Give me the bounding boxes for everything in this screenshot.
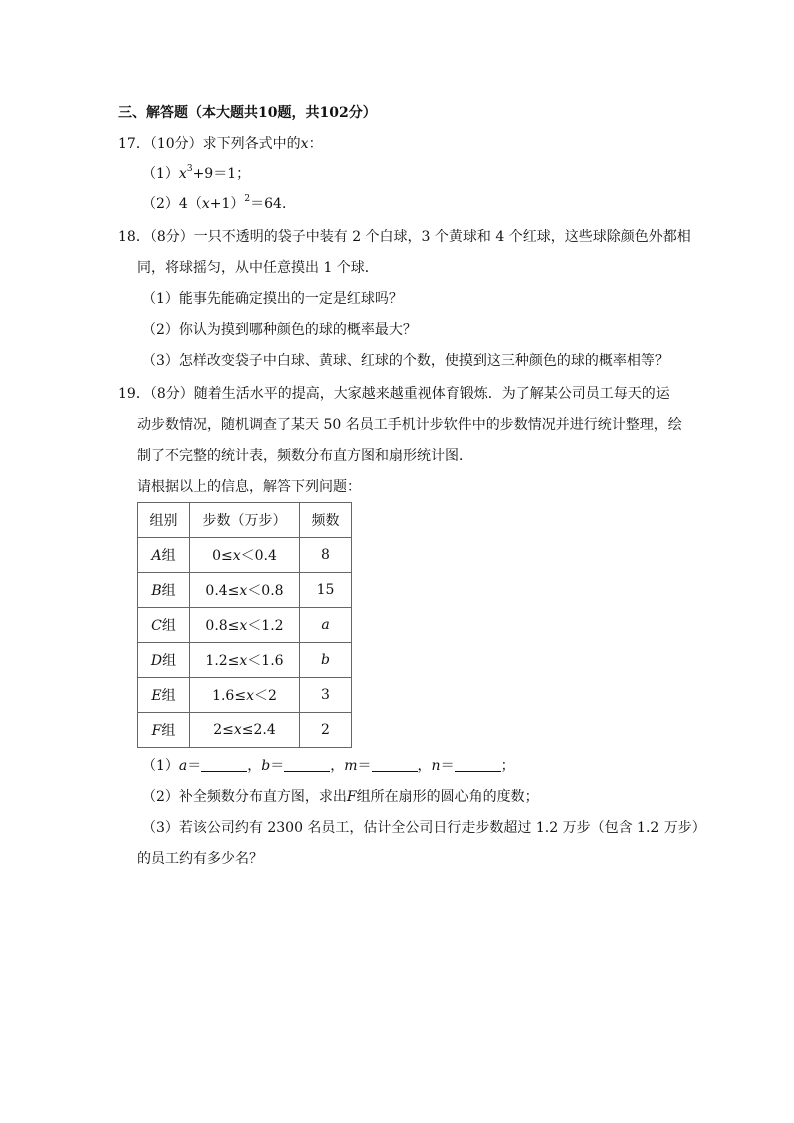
group-cell [138, 608, 190, 643]
group-letter: E [151, 688, 162, 704]
range-low: 1.6≤ [212, 688, 247, 704]
range-cell [190, 643, 300, 678]
part-label: （2） [142, 196, 179, 212]
question-17-stem [118, 134, 323, 154]
question-points: （8分） [149, 386, 194, 402]
question-17-part-2 [142, 194, 296, 214]
table-header-group: 组别 [138, 503, 190, 538]
question-19-sub-3-line-1: （3）若该公司约有 2300 名员工，估计全公司日行走步数超过 1.2 万步（包含 1.2 万步） [142, 820, 706, 836]
question-text: （2）补全频数分布直方图，求出 [142, 789, 347, 805]
group-letter: F [151, 723, 162, 739]
table-row [138, 713, 352, 748]
table-row [138, 538, 352, 573]
part-label: （1） [142, 758, 179, 774]
question-19-stem-line-2: 动步数情况，随机调查了某天 50 名员工手机计步软件中的步数情况并进行统计整理，绘 [137, 417, 682, 433]
frequency-cell: 15 [300, 573, 352, 608]
range-cell [190, 678, 300, 713]
range-high: ＜0.4 [240, 548, 277, 564]
equals-sign: ＝ [187, 758, 202, 774]
range-cell [190, 713, 300, 748]
group-cell [138, 643, 190, 678]
section-heading: 三、解答题（本大题共10题，共102分） [118, 105, 377, 121]
table-row [138, 643, 352, 678]
table-header-frequency: 频数 [300, 503, 352, 538]
group-cell [138, 678, 190, 713]
group-suffix: 组 [162, 653, 177, 669]
table-header-steps: 步数（万步） [190, 503, 300, 538]
question-19-sub-1 [142, 756, 515, 776]
math-variable: b [261, 758, 271, 774]
question-number: 18． [118, 229, 150, 245]
table-header-row [138, 503, 352, 538]
group-cell [138, 538, 190, 573]
range-high: ＜0.8 [247, 583, 284, 599]
frequency-cell: a [300, 608, 352, 643]
question-19-stem-line-1 [118, 384, 670, 404]
range-low: 1.2≤ [205, 653, 240, 669]
math-variable: m [344, 758, 358, 774]
range-cell [190, 538, 300, 573]
equals-sign: ＝ [440, 758, 455, 774]
frequency-cell: 8 [300, 538, 352, 573]
group-letter: A [151, 548, 162, 564]
range-cell [190, 608, 300, 643]
punctuation: ， [247, 758, 262, 774]
question-number: 17． [118, 136, 150, 152]
group-cell [138, 713, 190, 748]
answer-blank [201, 757, 247, 772]
punctuation: ， [330, 758, 345, 774]
table-row [138, 678, 352, 713]
question-18-stem-line-1 [118, 227, 691, 247]
range-low: 0.4≤ [205, 583, 240, 599]
question-19-sub-2 [142, 787, 539, 807]
math-variable: x [239, 583, 248, 599]
range-high: ＜1.2 [247, 618, 284, 634]
math-variable: x [178, 166, 187, 182]
table-row [138, 573, 352, 608]
question-17-part-1 [142, 164, 250, 184]
math-variable: x [246, 688, 254, 704]
question-18-sub-3: （3）怎样改变袋子中白球、黄球、红球的个数，使摸到这三种颜色的球的概率相等？ [142, 353, 669, 369]
question-text: 随着生活水平的提高，大家越来越重视体育锻炼．为了解某公司员工每天的运 [193, 386, 670, 402]
group-suffix: 组 [161, 723, 176, 739]
exponent: 3 [186, 164, 193, 174]
frequency-cell: 3 [300, 678, 352, 713]
equation-text: ＝64． [250, 196, 296, 212]
math-variable: x [233, 722, 242, 738]
math-variable: x [201, 196, 210, 212]
group-cell [138, 573, 190, 608]
question-19-sub-3-line-2: 的员工约有多少名？ [137, 851, 263, 867]
math-variable: F [346, 789, 357, 805]
answer-blank [284, 757, 330, 772]
group-letter: D [150, 653, 163, 669]
answer-blank [372, 757, 418, 772]
question-text: 求下列各式中的 [202, 136, 301, 152]
math-variable: a [178, 758, 188, 774]
question-18-stem-line-2: 同，将球摇匀，从中任意摸出 1 个球． [137, 260, 379, 276]
punctuation: ； [500, 758, 515, 774]
question-text: 组所在扇形的圆心角的度数； [356, 789, 539, 805]
question-19-stem-line-3: 制了不完整的统计表，频数分布直方图和扇形统计图． [137, 448, 473, 464]
exponent: 2 [244, 194, 251, 204]
equals-sign: ＝ [357, 758, 372, 774]
question-text: 一只不透明的袋子中装有 2 个白球，3 个黄球和 4 个红球，这些球除颜色外都相 [193, 229, 691, 245]
question-points: （10分） [149, 136, 203, 152]
answer-blank [455, 757, 501, 772]
question-points: （8分） [149, 229, 194, 245]
range-high: ＜1.6 [247, 653, 284, 669]
range-cell [190, 573, 300, 608]
math-variable: n [431, 758, 441, 774]
math-variable: x [239, 653, 248, 669]
math-variable: x [239, 618, 248, 634]
group-suffix: 组 [161, 548, 176, 564]
range-high: ＜2 [253, 688, 277, 704]
frequency-cell: 2 [300, 713, 352, 748]
question-18-sub-2: （2）你认为摸到哪种颜色的球的概率最大？ [142, 322, 417, 338]
part-label: （1） [142, 166, 179, 182]
question-19-prompt: 请根据以上的信息，解答下列问题： [137, 479, 361, 495]
frequency-table [137, 502, 352, 748]
group-letter: C [151, 618, 162, 634]
math-variable: x [300, 136, 309, 152]
range-high: ≤2.4 [241, 722, 276, 738]
group-suffix: 组 [161, 583, 176, 599]
question-number: 19． [118, 386, 150, 402]
range-low: 2≤ [213, 722, 234, 738]
table-row [138, 608, 352, 643]
equation-text: +9＝1； [192, 166, 251, 182]
question-18-sub-1: （1）能事先能确定摸出的一定是红球吗？ [142, 291, 403, 307]
group-suffix: 组 [161, 618, 176, 634]
frequency-cell: b [300, 643, 352, 678]
punctuation: ： [308, 136, 323, 152]
math-variable: x [232, 548, 241, 564]
group-letter: B [151, 583, 162, 599]
range-low: 0≤ [212, 548, 233, 564]
range-low: 0.8≤ [205, 618, 240, 634]
group-suffix: 组 [161, 688, 176, 704]
equation-text: 4（ [178, 196, 202, 212]
punctuation: ， [417, 758, 432, 774]
equation-text: +1） [209, 196, 245, 212]
equals-sign: ＝ [270, 758, 285, 774]
